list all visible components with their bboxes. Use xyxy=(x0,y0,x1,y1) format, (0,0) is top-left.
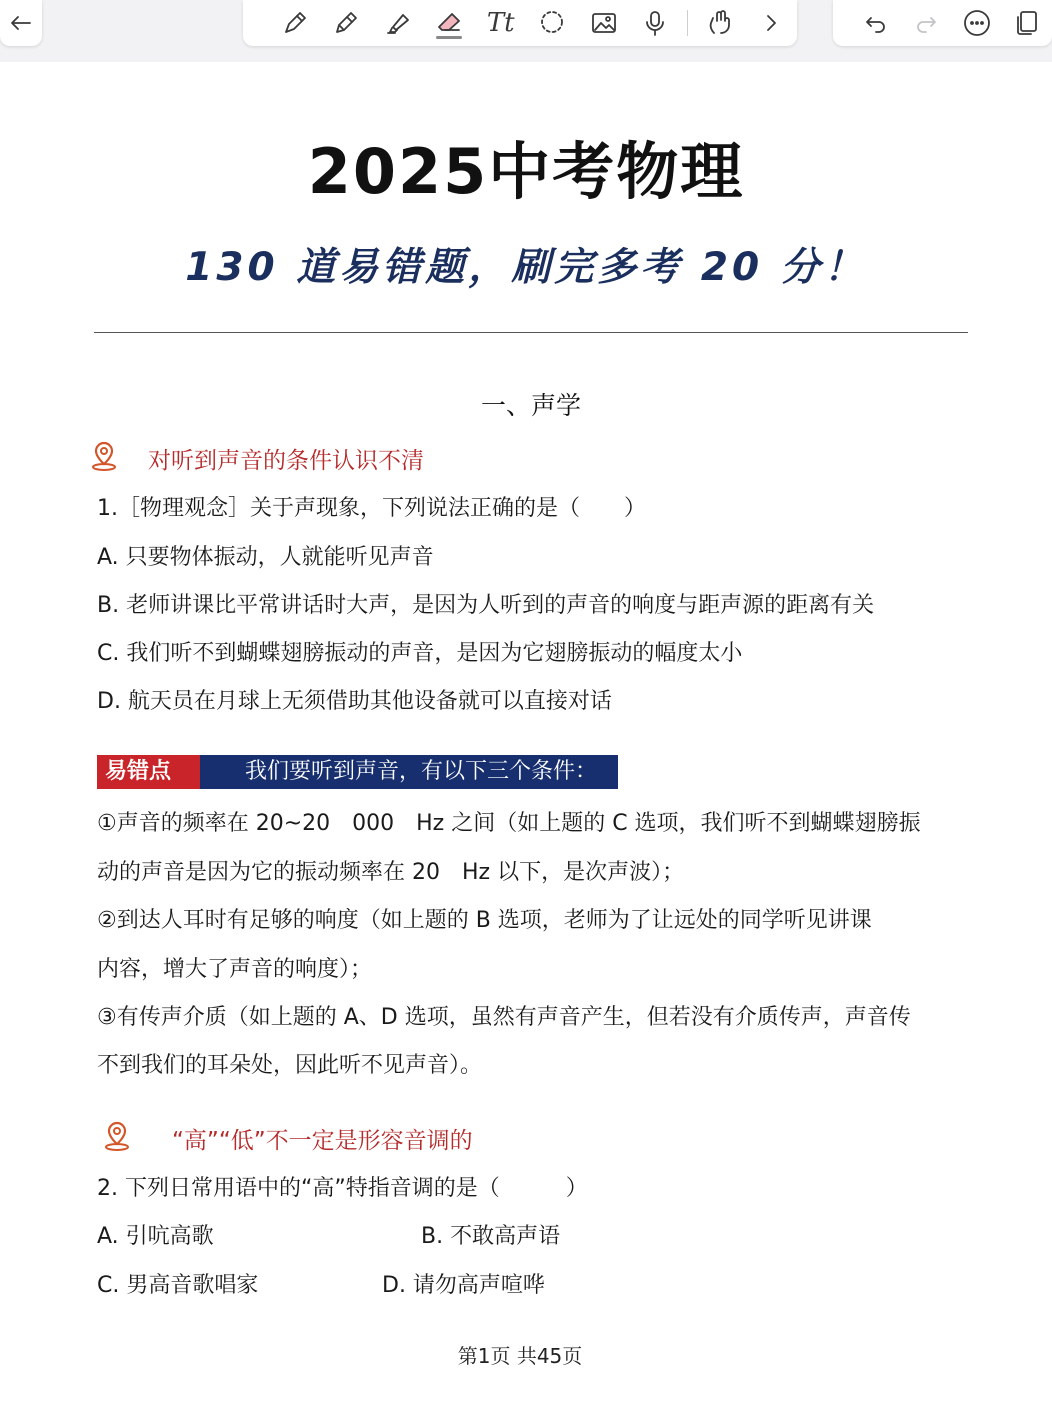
question-2-option-d: D. 请勿高声喧哗 xyxy=(382,1273,545,1298)
error-tip-tag: 易错点拨 xyxy=(97,755,200,789)
location-pin-icon xyxy=(89,440,119,472)
highlighter-tool-button[interactable] xyxy=(372,3,424,43)
lasso-icon xyxy=(537,8,567,38)
tip-line: 动的声音是因为它的振动频率在 20 Hz 以下，是次声波）； xyxy=(97,860,685,885)
hand-draw-icon xyxy=(705,8,735,38)
question-2-option-c: C. 男高音歌唱家 xyxy=(97,1273,259,1298)
image-tool-button[interactable] xyxy=(578,3,630,43)
pencil-tool-button[interactable] xyxy=(321,3,373,43)
back-button[interactable] xyxy=(0,3,42,43)
question-1-option-b: B. 老师讲课比平常讲话时大声，是因为人听到的声音的响度与距声源的距离有关 xyxy=(97,593,875,618)
more-tools-button[interactable] xyxy=(745,3,797,43)
page-number: 第1页 共45页 xyxy=(457,1344,583,1368)
pen-icon xyxy=(280,8,310,38)
hand-draw-button[interactable] xyxy=(694,3,746,43)
location-pin-icon xyxy=(102,1120,132,1152)
lasso-tool-button[interactable] xyxy=(527,3,579,43)
redo-button[interactable] xyxy=(901,3,951,43)
drawing-tools xyxy=(243,0,797,46)
undo-icon xyxy=(861,8,891,38)
section-heading: 一、声学 xyxy=(480,391,581,420)
redo-icon xyxy=(911,8,941,38)
pen-tool-button[interactable] xyxy=(269,3,321,43)
microphone-button[interactable] xyxy=(630,3,682,43)
back-group xyxy=(0,0,42,46)
toolbar-divider xyxy=(687,10,688,36)
eraser-active-indicator xyxy=(436,36,462,39)
topic-heading-1: 对听到声音的条件认识不清 xyxy=(148,448,424,474)
text-tool-button[interactable] xyxy=(475,3,527,43)
eraser-tool-button[interactable] xyxy=(424,3,476,43)
chevron-right-icon xyxy=(756,8,786,38)
tip-line: 内容，增大了声音的响度）； xyxy=(97,957,373,982)
text-tool-icon: Tt xyxy=(486,8,515,38)
toolbar xyxy=(0,0,1052,62)
more-options-button[interactable] xyxy=(952,3,1002,43)
tip-line: ①声音的频率在 20~20 000 Hz 之间（如上题的 C 选项，我们听不到蝴蝶翅膀振 xyxy=(97,811,921,836)
error-tip-banner xyxy=(97,755,618,818)
pencil-icon xyxy=(331,8,361,38)
title-divider xyxy=(94,332,968,333)
question-1-stem: 1.［物理观念］关于声现象，下列说法正确的是（ ） xyxy=(97,496,646,521)
question-1-option-d: D. 航天员在月球上无须借助其他设备就可以直接对话 xyxy=(97,689,612,714)
error-tip-heading: 我们要听到声音，有以下三个条件： xyxy=(200,755,618,789)
tip-line: ②到达人耳时有足够的响度（如上题的 B 选项，老师为了让远处的同学听见讲课 xyxy=(97,908,872,933)
tip-line: 不到我们的耳朵处，因此听不见声音）。 xyxy=(97,1053,483,1078)
image-icon xyxy=(589,8,619,38)
topic-heading-2: “高”“低”不一定是形容音调的 xyxy=(172,1128,473,1154)
tip-line: ③有传声介质（如上题的 A、D 选项，虽然有声音产生，但若没有介质传声，声音传 xyxy=(97,1005,911,1030)
back-arrow-icon xyxy=(6,8,36,38)
pages-icon xyxy=(1012,8,1042,38)
question-2-stem: 2. 下列日常用语中的“高”特指音调的是（ ） xyxy=(97,1176,588,1201)
document-title: 2025中考物理 xyxy=(307,135,745,208)
highlighter-icon xyxy=(383,8,413,38)
microphone-icon xyxy=(640,8,670,38)
undo-button[interactable] xyxy=(851,3,901,43)
pages-button[interactable] xyxy=(1002,3,1052,43)
question-2-option-a: A. 引吭高歌 xyxy=(97,1224,214,1249)
question-1-option-c: C. 我们听不到蝴蝶翅膀振动的声音，是因为它翅膀振动的幅度太小 xyxy=(97,641,743,666)
eraser-icon xyxy=(434,8,464,38)
question-2-option-b: B. 不敢高声语 xyxy=(421,1224,561,1249)
more-icon xyxy=(962,8,992,38)
document-subtitle: 130 道易错题，刷完多考 20 分！ xyxy=(185,245,867,290)
action-group xyxy=(833,0,1052,46)
question-1-option-a: A. 只要物体振动，人就能听见声音 xyxy=(97,545,434,570)
